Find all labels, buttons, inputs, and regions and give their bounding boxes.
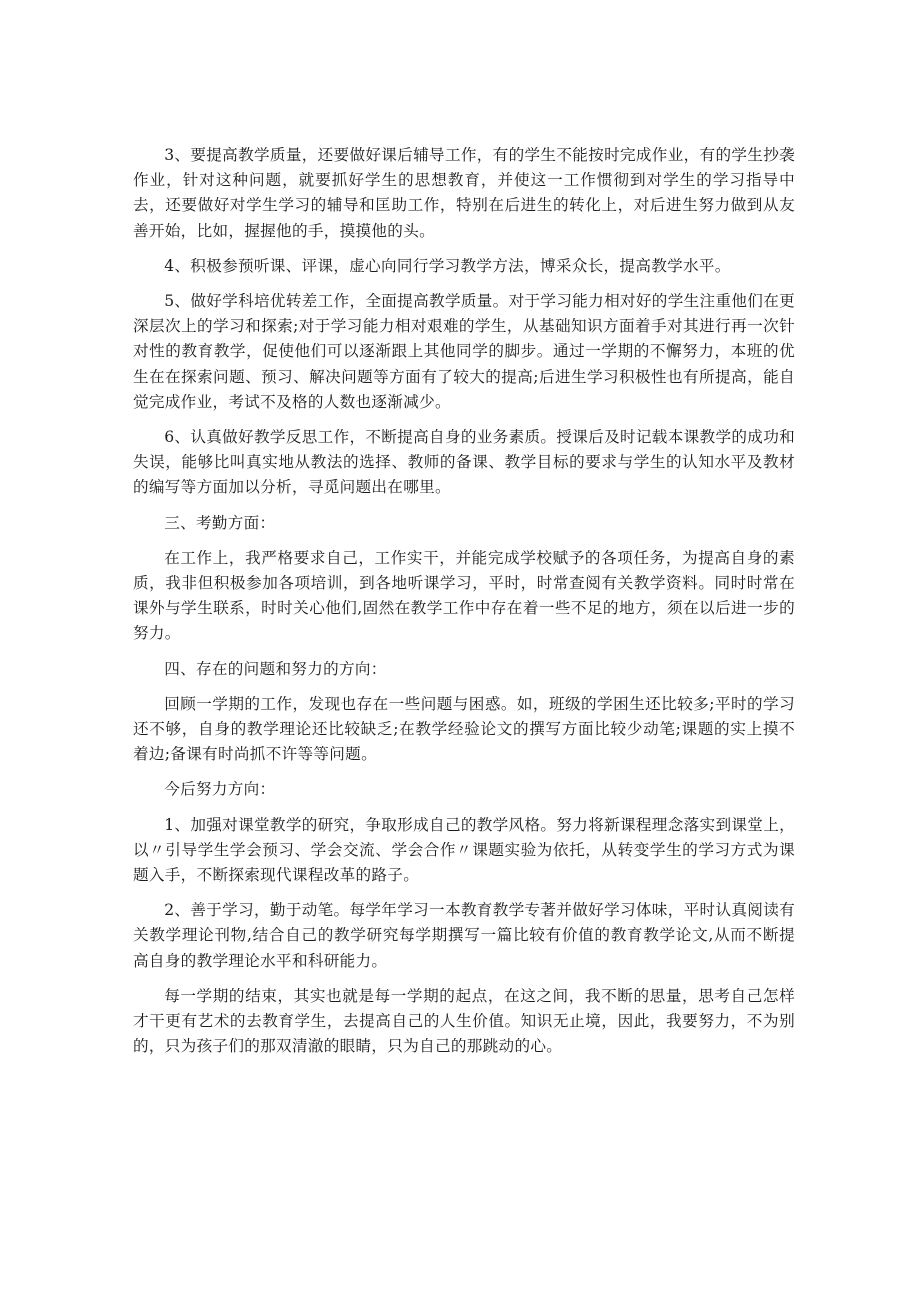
paragraph-item-4: 4、积极参预听课、评课，虚心向同行学习教学方法，博采众长，提高教学水平。	[164, 256, 731, 275]
paragraph-future-1: 1、加强对课堂教学的研究，争取形成自己的教学风格。努力将新课程理念落实到课堂上，以〃引导学生学会预习、学会交流、学会合作〃课题实验为依托，从转变学生的学习方式为课题入手，不断探索现代课程改革的路子。	[133, 815, 795, 885]
paragraph-future-2: 2、善于学习，勤于动笔。每学年学习一本教育教学专著并做好学习体味，平时认真阅读有关教学理论刊物,结合自己的教学研究每学期撰写一篇比较有价值的教育教学论文,从而不断提高自身的教学理论水平和科研能力。	[133, 901, 795, 970]
document-body	[133, 143, 795, 1070]
paragraph-conclusion: 每一学期的结束，其实也就是每一学期的起点，在这之间，我不断的思量，思考自己怎样才干更有艺术的去教育学生，去提高自己的人生价值。知识无止境，因此，我要努力，不为别的，只为孩子们的那双清澈的眼睛，只为自己的那跳动的心。	[133, 986, 795, 1056]
paragraph-item-3: 3、要提高教学质量，还要做好课后辅导工作，有的学生不能按时完成作业，有的学生抄袭作业，针对这种问题，就要抓好学生的思想教育，并使这一工作惯彻到对学生的学习指导中去，还要做好对学生学习的辅导和匡助工作，特别在后进生的转化上，对后进生努力做到从友善开始，比如，握握他的手，摸摸他的头。	[133, 146, 795, 240]
paragraph-problems: 回顾一学期的工作，发现也存在一些问题与困惑。如，班级的学困生还比较多;平时的学习还不够，自身的教学理论还比较缺乏;在教学经验论文的撰写方面比较少动笔;课题的实上摸不着边;备课有时尚抓不许等等问题。	[133, 694, 795, 764]
paragraph-item-5: 5、做好学科培优转差工作，全面提高教学质量。对于学习能力相对好的学生注重他们在更深层次上的学习和探索;对于学习能力相对艰难的学生，从基础知识方面着手对其进行再一次针对性的教育教学，促使他们可以逐渐跟上其他同学的脚步。通过一学期的不懈努力，本班的优生在在探索问题、预习、解决问题等方面有了较大的提高;后进生学习积极性也有所提高，能自觉完成作业，考试不及格的人数也逐渐减少。	[133, 292, 795, 411]
section-heading-problems: 四、存在的问题和努力的方向：	[164, 659, 387, 678]
section-heading-future: 今后努力方向：	[164, 780, 276, 799]
paragraph-item-6: 6、认真做好教学反思工作，不断提高自身的业务素质。授课后及时记载本课教学的成功和失误，能够比叫真实地从教法的选择、教师的备课、教学目标的要求与学生的认知水平及教材的编写等方面加以分析，寻觅问题出在哪里。	[133, 428, 795, 497]
paragraph-attendance: 在工作上，我严格要求自己，工作实干，并能完成学校赋予的各项任务，为提高自身的素质，我非但积极参加各项培训，到各地听课学习，平时，时常查阅有关教学资料。同时时常在课外与学生联系，时时关心他们,固然在教学工作中存在着一些不足的地方，须在以后进一步的努力。	[133, 548, 795, 643]
section-heading-attendance: 三、考勤方面：	[164, 513, 276, 532]
